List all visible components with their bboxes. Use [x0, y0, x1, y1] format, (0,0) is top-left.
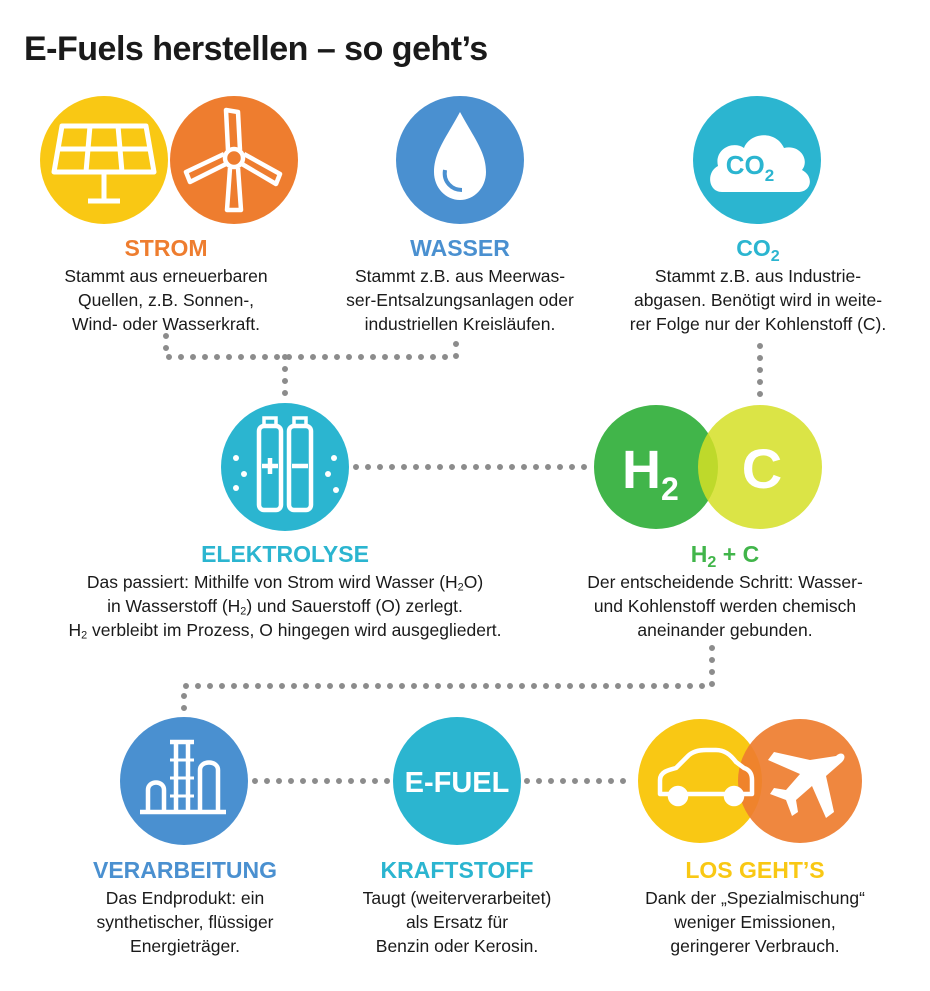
elektrolyse-line-2: in Wasserstoff $(H_2)$ und Sauerstoff (O) zerlegt.: [107, 596, 463, 618]
co2-line-3: rer Folge nur der Kohlenstoff (C).: [629, 314, 887, 334]
co2-heading: [608, 234, 908, 265]
verarbeitung-line-1: Das Endprodukt: ein: [105, 888, 265, 908]
wasser-line-2: ser-Entsalzungsanlagen oder: [346, 290, 574, 310]
connector-strom-wasser: [166, 336, 456, 357]
losgehts-heading: LOS GEHT’S: [685, 857, 825, 883]
strom-heading: STROM: [124, 235, 208, 261]
elektrolyse-block: [20, 540, 550, 642]
elektrolyse-circle: [221, 403, 349, 531]
kraftstoff-line-2: als Ersatz für: [405, 912, 509, 932]
strom-description: [24, 264, 308, 336]
h2c-description: [560, 570, 890, 642]
wasser-line-3: industriellen Kreisläufen.: [364, 314, 556, 334]
kraftstoff-line-3: Benzin oder Kerosin.: [375, 936, 539, 956]
wind-circle: [170, 96, 298, 224]
losgehts-circles: [638, 719, 862, 843]
connector-h2c-verarbeitung: [184, 648, 712, 715]
verarbeitung-block: [40, 856, 330, 958]
water-circle: [396, 96, 524, 224]
kraftstoff-description: [332, 886, 582, 958]
elektrolyse-heading: ELEKTROLYSE: [201, 541, 369, 567]
c-circle-label: C: [741, 437, 783, 500]
co2-block: [608, 234, 908, 336]
losgehts-description: [605, 886, 905, 958]
co2-line-1: Stammt z.B. aus Industrie-: [654, 266, 862, 286]
co2-line-2: abgasen. Benötigt wird in weite-: [633, 290, 883, 310]
h2c-line-3: aneinander gebunden.: [637, 620, 813, 640]
verarbeitung-description: [40, 886, 330, 958]
co2-heading-sub: 2: [770, 246, 780, 265]
wasser-description: [318, 264, 602, 336]
losgehts-line-2: weniger Emissionen,: [674, 912, 836, 932]
strom-line-3: Wind- oder Wasserkraft.: [71, 314, 260, 334]
losgehts-line-3: geringerer Verbrauch.: [670, 936, 840, 956]
co2-heading-main: CO: [736, 235, 771, 261]
co2-circle: [693, 96, 821, 224]
verarbeitung-line-3: Energieträger.: [130, 936, 240, 956]
h2-c-circles: [594, 405, 822, 529]
losgehts-block: [605, 856, 905, 958]
wasser-line-1: Stammt z.B. aus Meerwas-: [354, 266, 566, 286]
elektrolyse-description: [20, 570, 550, 642]
kraftstoff-line-1: Taugt (weiterverarbeitet): [362, 888, 552, 908]
h2c-block: [560, 540, 890, 642]
strom-line-2: Quellen, z.B. Sonnen-,: [77, 290, 255, 310]
elektrolyse-line-1: Das passiert: Mithilfe von Strom wird Wasser $(H_2O)$: [86, 572, 484, 594]
strom-line-1: Stammt aus erneuerbaren: [64, 266, 268, 286]
verarbeitung-circle: [120, 717, 248, 845]
verarbeitung-line-2: synthetischer, flüssiger: [96, 912, 274, 932]
losgehts-line-1: Dank der „Spezialmischung“: [645, 888, 865, 908]
h2-circle-label: $H_2$: [622, 440, 679, 507]
h2c-line-2: und Kohlenstoff werden chemisch: [593, 596, 857, 616]
h2c-heading: $H_2 + C$: [690, 541, 760, 571]
co2-description: [608, 264, 908, 336]
efuel-circle: [393, 717, 521, 845]
elektrolyse-line-3: $H_2$ verbleibt im Prozess, O hingegen wird ausgegliedert.: [68, 620, 502, 642]
page-title: E-Fuels herstellen – so geht’s: [24, 30, 488, 68]
kraftstoff-block: [332, 856, 582, 958]
strom-block: [24, 234, 308, 336]
efuel-label: E-FUEL: [404, 767, 510, 799]
h2c-line-1: Der entscheidende Schritt: Wasser-: [587, 572, 863, 592]
kraftstoff-heading: KRAFTSTOFF: [380, 857, 534, 883]
wasser-block: [318, 234, 602, 336]
cloud-label: $CO_2$: [725, 150, 775, 185]
verarbeitung-heading: VERARBEITUNG: [92, 857, 277, 883]
solar-circle: [40, 96, 168, 224]
wasser-heading: WASSER: [410, 235, 510, 261]
